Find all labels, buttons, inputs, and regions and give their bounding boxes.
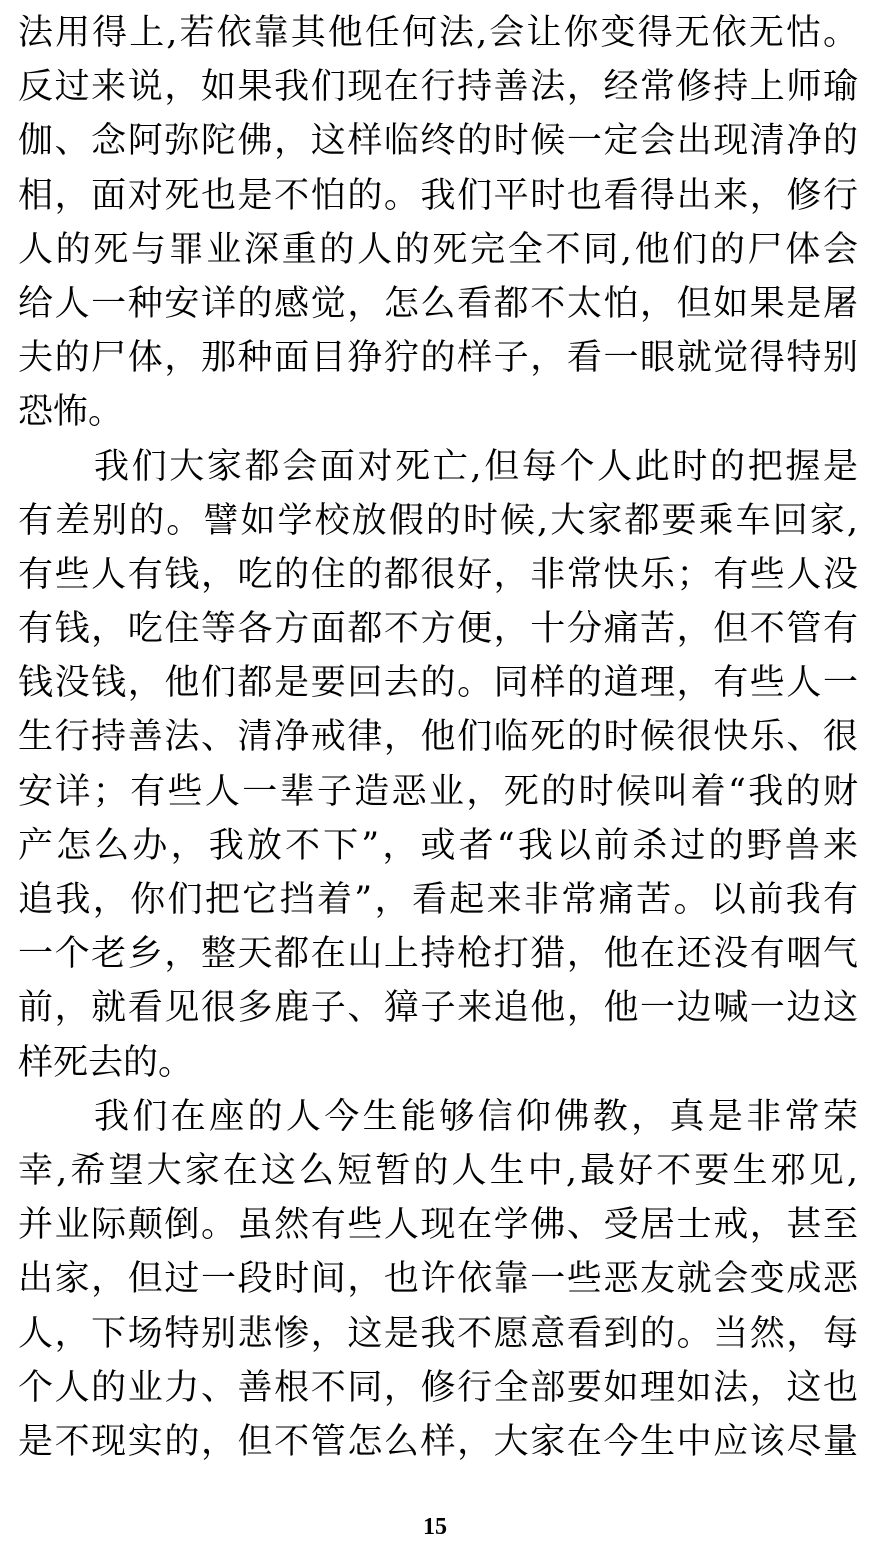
text-line: 产怎么办，我放不下”，或者“我以前杀过的野兽来 [18, 825, 858, 866]
text-line: 一个老乡，整天都在山上持枪打猎，他在还没有咽气 [18, 934, 858, 975]
text-line: 法用得上,若依靠其他任何法,会让你变得无依无怙。 [18, 13, 858, 53]
text-line: 样死去的。 [18, 1042, 194, 1083]
text-line: 夫的尸体，那种面目狰狞的样子，看一眼就觉得特别 [18, 338, 858, 379]
text-line: 生行持善法、清净戒律，他们临死的时候很快乐、很 [18, 717, 858, 758]
text-line: 人，下场特别悲惨，这是我不愿意看到的。当然，每 [18, 1313, 858, 1354]
text-line: 人的死与罪业深重的人的死完全不同,他们的尸体会 [18, 229, 858, 270]
text-line: 有差别的。譬如学校放假的时候,大家都要乘车回家, [18, 500, 858, 541]
text-line: 幸,希望大家在这么短暂的人生中,最好不要生邪见, [18, 1150, 858, 1191]
text-line: 相，面对死也是不怕的。我们平时也看得出来，修行 [18, 175, 858, 216]
text-line: 个人的业力、善根不同，修行全部要如理如法，这也 [18, 1367, 858, 1408]
text-line: 并业际颠倒。虽然有些人现在学佛、受居士戒，甚至 [18, 1205, 858, 1246]
text-line: 前，就看见很多鹿子、獐子来追他，他一边喊一边这 [18, 988, 858, 1029]
text-line: 安详；有些人一辈子造恶业，死的时候叫着“我的财 [18, 771, 858, 812]
text-line: 是不现实的，但不管怎么样，大家在今生中应该尽量 [18, 1421, 858, 1462]
text-line: 给人一种安详的感觉，怎么看都不太怕，但如果是屠 [18, 283, 858, 324]
text-line: 恐怖。 [18, 392, 124, 433]
body-text [18, 6, 858, 1469]
page-number: 15 [423, 1514, 447, 1540]
paragraph-start-line: 我们在座的人今生能够信仰佛教，真是非常荣 [94, 1096, 858, 1137]
text-line: 有些人有钱，吃的住的都很好，非常快乐；有些人没 [18, 554, 858, 595]
text-line: 出家，但过一段时间，也许依靠一些恶友就会变成恶 [18, 1259, 858, 1300]
text-line: 追我，你们把它挡着”，看起来非常痛苦。以前我有 [18, 880, 858, 920]
text-line: 钱没钱，他们都是要回去的。同样的道理，有些人一 [18, 663, 858, 704]
text-line: 伽、念阿弥陀佛，这样临终的时候一定会出现清净的 [18, 121, 858, 162]
text-line: 反过来说，如果我们现在行持善法，经常修持上师瑜 [18, 67, 858, 108]
text-line: 有钱，吃住等各方面都不方便，十分痛苦，但不管有 [18, 609, 858, 650]
paragraph-start-line: 我们大家都会面对死亡,但每个人此时的把握是 [94, 446, 858, 487]
